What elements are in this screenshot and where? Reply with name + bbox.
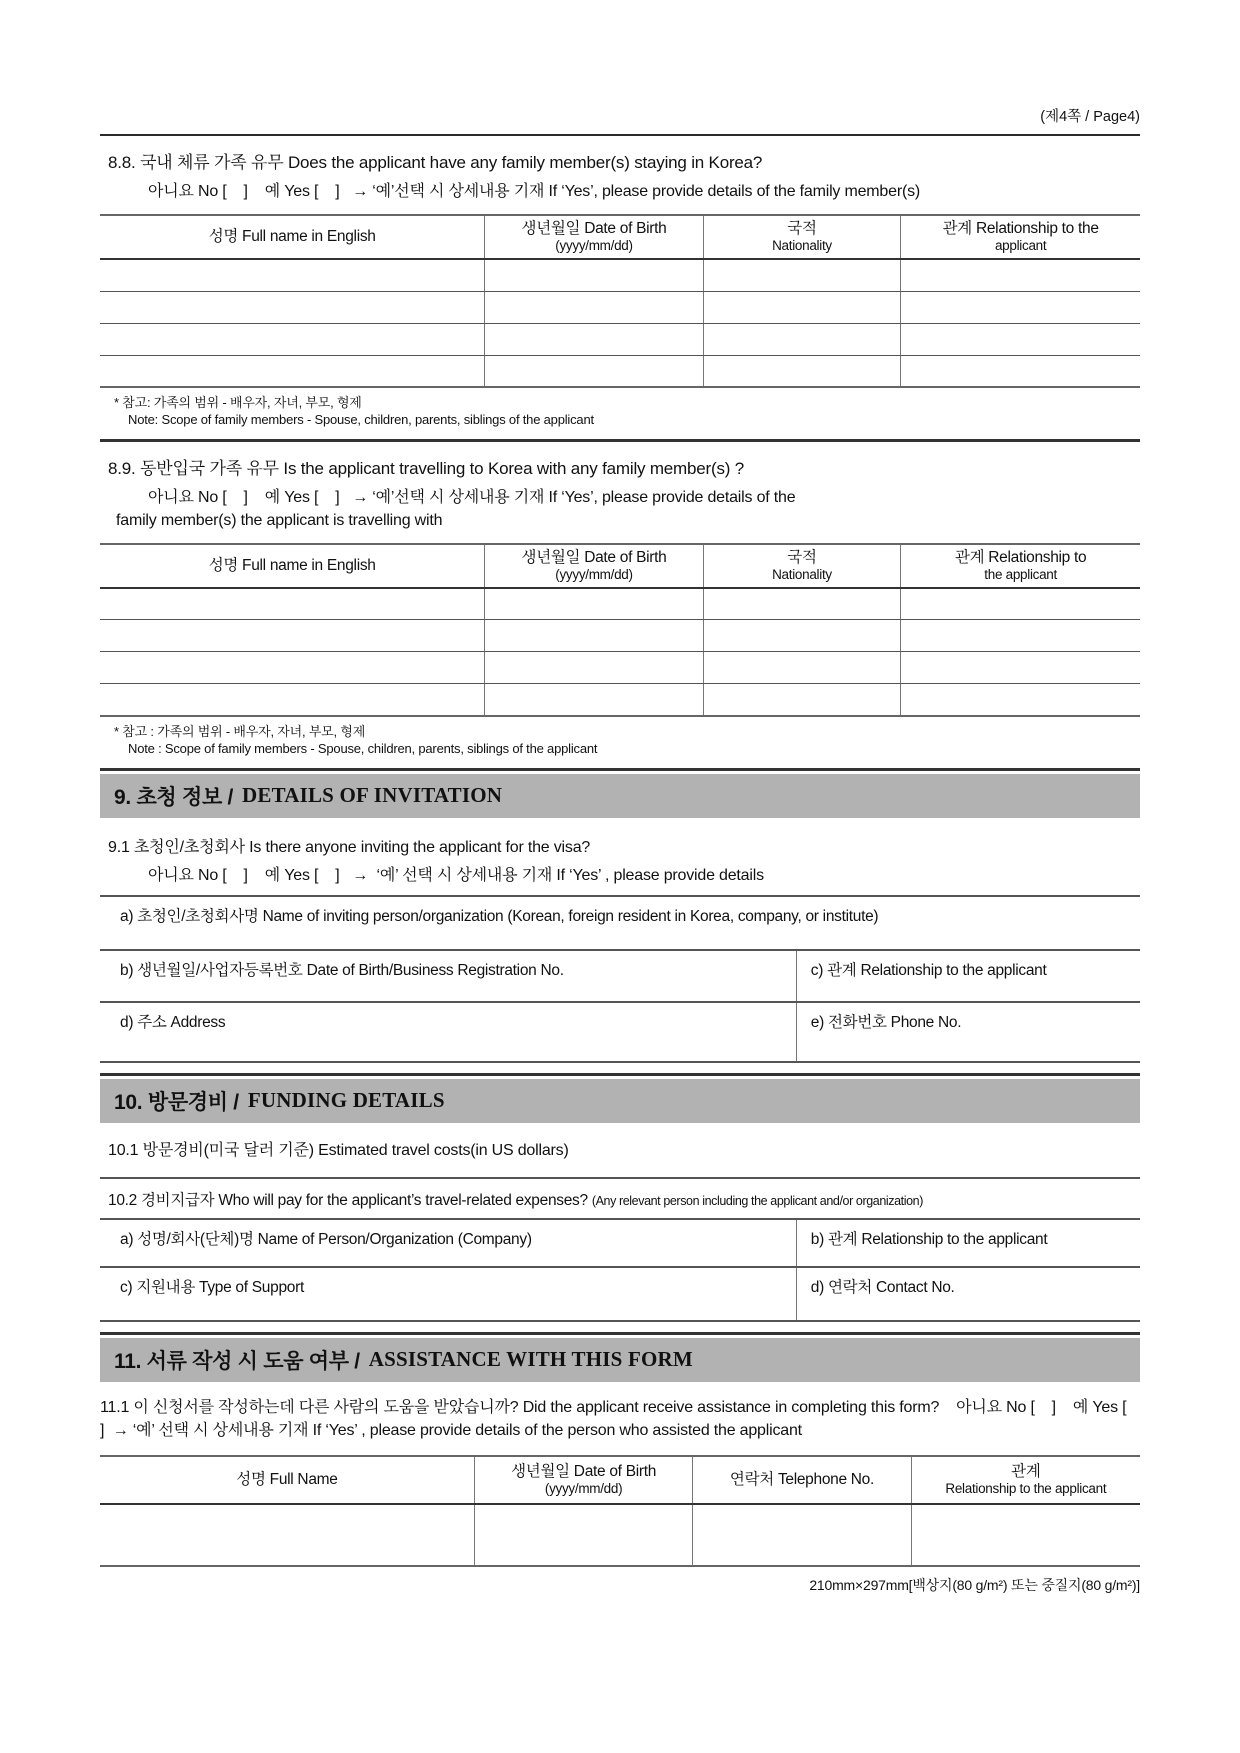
input-cell[interactable]: [100, 588, 485, 620]
col-header-date-of-birth: 생년월일 Date of Birth (yyyy/mm/dd): [485, 215, 703, 259]
funding-details-block: [100, 1218, 1140, 1322]
input-cell[interactable]: [485, 652, 703, 684]
section-9-title-en: DETAILS OF INVITATION: [242, 783, 503, 808]
input-cell[interactable]: [703, 620, 901, 652]
input-cell[interactable]: [100, 652, 485, 684]
col-header-full-name: 성명 Full name in English: [100, 544, 485, 588]
table-row: [100, 620, 1140, 652]
input-cell[interactable]: [901, 588, 1140, 620]
col-header-full-name: 성명 Full Name: [100, 1456, 474, 1504]
question-10-2: 10.2 경비지급자 Who will pay for the applicant’s travel-related expenses? (Any relevant person including the applicant and/or organization): [108, 1191, 923, 1209]
table-header-row: [100, 1456, 1140, 1504]
input-cell[interactable]: [485, 323, 703, 355]
col-header-relationship: 관계 Relationship to the applicant: [911, 1456, 1140, 1504]
col-header-date-of-birth: 생년월일 Date of Birth (yyyy/mm/dd): [474, 1456, 692, 1504]
family-scope-note: * 참고: 가족의 범위 - 배우자, 자녀, 부모, 형제 Note: Scope of family members - Spouse, children, parents, siblings of the applicant: [114, 395, 594, 427]
input-cell[interactable]: [703, 684, 901, 716]
col-header-relationship: 관계 Relationship to the applicant: [901, 215, 1140, 259]
page-number: (제4쪽 / Page4): [100, 105, 1140, 136]
input-cell[interactable]: [485, 291, 703, 323]
col-header-full-name: 성명 Full name in English: [100, 215, 485, 259]
paper-spec-footer: 210mm×297mm[백상지(80 g/m²) 또는 중질지(80 g/m²)]: [809, 1576, 1140, 1593]
funding-row-cd: [100, 1268, 1140, 1320]
section-9-1-yes-no-choice[interactable]: 아니요 No [ ] 예 Yes [ ] → ‘예’ 선택 시 상세내용 기재 If ‘Yes’ , please provide details: [148, 866, 764, 884]
table-header-row: [100, 544, 1140, 588]
col-header-date-of-birth: 생년월일 Date of Birth (yyyy/mm/dd): [485, 544, 703, 588]
table-row: [100, 684, 1140, 716]
assistance-person-table: [100, 1455, 1140, 1567]
input-cell[interactable]: [485, 684, 703, 716]
input-cell[interactable]: [100, 259, 485, 291]
table-row: [100, 323, 1140, 355]
invitation-details-block: [100, 895, 1140, 1063]
input-cell[interactable]: [100, 1504, 474, 1566]
table-row: [100, 652, 1140, 684]
section-divider: [100, 1332, 1140, 1335]
input-cell[interactable]: [901, 684, 1140, 716]
section-11-header-bar: [100, 1338, 1140, 1382]
section-8-8-yes-no-choice[interactable]: 아니요 No [ ] 예 Yes [ ] → ‘예’선택 시 상세내용 기재 If ‘Yes’, please provide details of the family member(s): [148, 183, 921, 200]
question-11-1[interactable]: 11.1 이 신청서를 작성하는데 다른 사람의 도움을 받았습니까? Did the applicant receive assistance in completing this form? 아니요 No [ ] 예 Yes [ ] → ‘예’ 선택 시 상세내용 기재 If ‘Yes’ , please provide details of the person who assisted the applicant: [100, 1398, 1144, 1439]
section-11-title-en: ASSISTANCE WITH THIS FORM: [368, 1347, 693, 1372]
input-cell[interactable]: [703, 323, 901, 355]
section-divider: [100, 1073, 1140, 1076]
inviting-person-name-label: a) 초청인/초청회사명 Name of inviting person/organization (Korean, foreign resident in Korea, company, or institute): [120, 907, 879, 925]
input-cell[interactable]: [693, 1504, 911, 1566]
input-cell[interactable]: [703, 652, 901, 684]
question-9-1: 9.1 초청인/초청회사 Is there anyone inviting the applicant for the visa?: [108, 838, 591, 856]
section-8-8-title: 8.8. 국내 체류 가족 유무 Does the applicant have any family member(s) staying in Korea?: [108, 153, 763, 172]
inviting-person-name-field[interactable]: [100, 897, 1140, 951]
inviter-relationship-field[interactable]: c) 관계 Relationship to the applicant: [810, 961, 1047, 979]
input-cell[interactable]: [474, 1504, 692, 1566]
table-row: [100, 291, 1140, 323]
input-cell[interactable]: [485, 588, 703, 620]
family-scope-note: * 참고 : 가족의 범위 - 배우자, 자녀, 부모, 형제 Note : Scope of family members - Spouse, children, parents, siblings of the applicant: [114, 723, 598, 756]
col-header-telephone: 연락처 Telephone No.: [693, 1456, 911, 1504]
input-cell[interactable]: [901, 259, 1140, 291]
input-cell[interactable]: [901, 620, 1140, 652]
input-cell[interactable]: [703, 259, 901, 291]
col-header-nationality: 국적 Nationality: [703, 544, 901, 588]
section-8-9-title: 8.9. 동반입국 가족 유무 Is the applicant travelling to Korea with any family member(s) ?: [108, 458, 744, 478]
input-cell[interactable]: [100, 323, 485, 355]
type-of-support-field[interactable]: c) 지원내용 Type of Support: [100, 1268, 797, 1320]
invitation-row-de: [100, 1003, 1140, 1061]
input-cell[interactable]: [100, 291, 485, 323]
input-cell[interactable]: [100, 684, 485, 716]
input-cell[interactable]: [901, 355, 1140, 387]
section-10-title-en: FUNDING DETAILS: [247, 1088, 445, 1113]
payer-contact-field[interactable]: d) 연락처 Contact No.: [810, 1278, 955, 1296]
question-10-2-note: (Any relevant person including the applicant and/or organization): [591, 1193, 923, 1208]
input-cell[interactable]: [485, 620, 703, 652]
inviter-birth-business-no-field[interactable]: b) 생년월일/사업자등록번호 Date of Birth/Business Registration No.: [100, 951, 797, 1001]
section-10-header-bar: [100, 1079, 1140, 1123]
section-9-header-bar: [100, 774, 1140, 818]
input-cell[interactable]: [703, 355, 901, 387]
table-row: [100, 355, 1140, 387]
section-8-9-choice-continuation: family member(s) the applicant is travelling with: [116, 511, 443, 529]
input-cell[interactable]: [901, 652, 1140, 684]
table-row: [100, 259, 1140, 291]
section-8-9-yes-no-choice[interactable]: 아니요 No [ ] 예 Yes [ ] → ‘예’선택 시 상세내용 기재 If ‘Yes’, please provide details of the: [148, 488, 796, 506]
travel-costs-field[interactable]: 10.1 방문경비(미국 달러 기준) Estimated travel costs(in US dollars): [100, 1123, 1140, 1179]
input-cell[interactable]: [911, 1504, 1140, 1566]
section-11-title-ko: 11. 서류 작성 시 도움 여부 /: [114, 1349, 360, 1373]
section-divider: [100, 768, 1140, 771]
payer-relationship-field[interactable]: b) 관계 Relationship to the applicant: [810, 1230, 1048, 1248]
input-cell[interactable]: [901, 323, 1140, 355]
table-header-row: [100, 215, 1140, 259]
inviter-phone-field[interactable]: e) 전화번호 Phone No.: [810, 1013, 962, 1031]
input-cell[interactable]: [100, 620, 485, 652]
col-header-relationship: 관계 Relationship to the applicant: [901, 544, 1140, 588]
input-cell[interactable]: [901, 291, 1140, 323]
input-cell[interactable]: [485, 355, 703, 387]
section-divider: [100, 439, 1140, 442]
family-in-korea-table: [100, 214, 1140, 388]
input-cell[interactable]: [703, 291, 901, 323]
input-cell[interactable]: [703, 588, 901, 620]
section-9-title-ko: 9. 초청 정보 /: [114, 785, 233, 809]
funding-row-ab: [100, 1220, 1140, 1268]
payer-name-field[interactable]: a) 성명/회사(단체)명 Name of Person/Organization (Company): [100, 1220, 797, 1266]
table-row: [100, 1504, 1140, 1566]
input-cell[interactable]: [485, 259, 703, 291]
input-cell[interactable]: [100, 355, 485, 387]
inviter-address-field[interactable]: d) 주소 Address: [100, 1003, 797, 1061]
col-header-nationality: 국적 Nationality: [703, 215, 901, 259]
travelling-family-table: [100, 543, 1140, 717]
invitation-row-bc: [100, 951, 1140, 1003]
section-10-title-ko: 10. 방문경비 /: [114, 1090, 239, 1114]
table-row: [100, 588, 1140, 620]
